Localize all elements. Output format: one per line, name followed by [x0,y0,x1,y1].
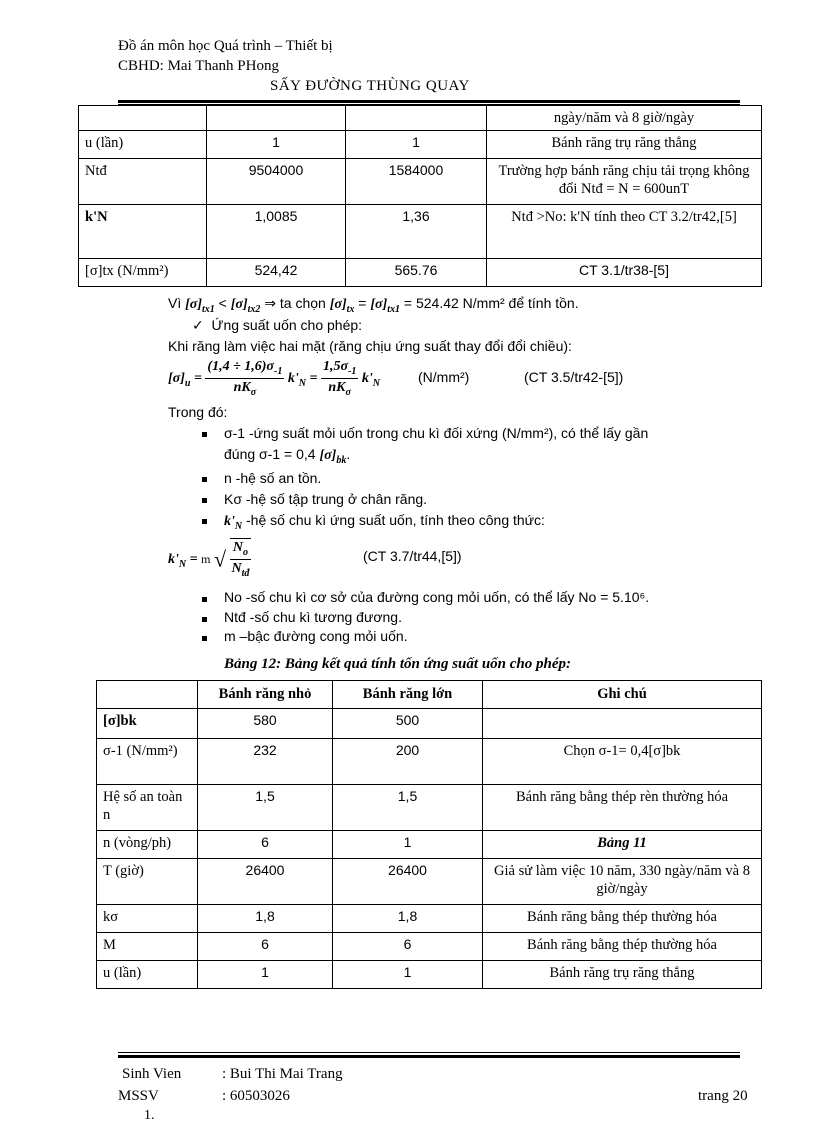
table-header: Bánh răng nhỏ [198,681,333,709]
footer-page-number: trang 20 [698,1088,748,1104]
table-cell: 1 [333,961,483,989]
table-cell [79,106,207,131]
table-1 [78,105,762,287]
table-header: Ghi chú [483,681,762,709]
table-row [97,933,762,961]
bullet-4-text: -hệ số chu kì ứng suất uốn, tính theo công thức: [246,512,545,528]
table-cell: k'N [79,205,207,259]
bullet-icon [202,636,207,641]
table-row [97,905,762,933]
table-row [79,159,762,205]
table-cell: Ntđ [79,159,207,205]
table-cell: Bánh răng trụ răng thẳng [487,131,762,159]
table-cell: 232 [198,739,333,785]
vi-mid: ⇒ ta chọn [264,295,326,311]
table-cell: [σ]tx (N/mm²) [79,259,207,287]
table-cell: Giả sử làm việc 10 năm, 330 ngày/năm và 8 giờ/ngày [483,859,762,905]
formula-1-unit: (N/mm²) [418,369,470,385]
footer-rule [118,1055,740,1058]
formula-2-ref: (CT 3.7/tr44,[5]) [363,548,462,564]
bullet-1: σ-1 -ứng suất mỏi uốn trong chu kì đối xứng (N/mm²), có thể lấy gần [224,425,649,441]
table-cell: 1,36 [346,205,487,259]
table-cell: 1 [333,831,483,859]
table-cell: n (vòng/ph) [97,831,198,859]
table-cell: 524,42 [207,259,346,287]
trong-do: Trong đó: [168,404,228,420]
table-cell: Bánh răng trụ răng thẳng [483,961,762,989]
table-cell: 6 [333,933,483,961]
check-icon: ✓ [192,317,204,333]
vi-post: = 524.42 N/mm² để tính tồn. [403,295,579,311]
table-row [97,709,762,739]
table-cell: T (giờ) [97,859,198,905]
table-cell: M [97,933,198,961]
table-header [97,681,198,709]
table-row [97,739,762,785]
table-cell: [σ]bk [97,709,198,739]
bullet-icon [202,519,207,524]
table-cell [207,106,346,131]
bullet-icon [202,477,207,482]
bullet-4: $k'_N$ -hệ số chu kì ứng suất uốn, tính theo công thức: [224,512,545,532]
table-header-row [97,681,762,709]
table-cell: 1,5 [333,785,483,831]
bullet-7: m –bậc đường cong mỏi uốn. [224,628,408,644]
table-cell: 1,8 [198,905,333,933]
header-title: SẤY ĐƯỜNG THÙNG QUAY [270,78,470,94]
bullet-5: No -số chu kì cơ sở của đường cong mỏi uốn, có thể lấy No = 5.10⁶. [224,589,650,605]
bullet-icon [202,498,207,503]
formula-1-ref: (CT 3.5/tr42-[5]) [524,369,624,385]
bullet-icon [202,432,207,437]
check-item-label: Ứng suất uốn cho phép: [211,317,363,333]
table-2-caption: Bảng 12: Bảng kết quả tính tốn ứng suất uốn cho phép: [224,656,571,672]
table-cell: 1,0085 [207,205,346,259]
table-row [97,831,762,859]
khi-rang-text: Khi răng làm việc hai mặt (răng chịu ứng suất thay đổi đổi chiều): [168,338,572,354]
footer-student-name: : Bui Thi Mai Trang [222,1066,343,1082]
table-cell: 1 [198,961,333,989]
table-header: Bánh răng lớn [333,681,483,709]
table-row [97,961,762,989]
table-cell: 1584000 [346,159,487,205]
header-advisor: CBHD: Mai Thanh PHong [118,58,279,74]
table-cell [483,709,762,739]
table-row [97,785,762,831]
table-cell: 1,8 [333,905,483,933]
table-cell: u (lần) [97,961,198,989]
table-cell: 500 [333,709,483,739]
table-cell: Trường hợp bánh răng chịu tải trọng không đổi Ntđ = N = 600unT [487,159,762,205]
table-cell: Chọn σ-1= 0,4[σ]bk [483,739,762,785]
table-cell: 580 [198,709,333,739]
bullet-icon [202,617,207,622]
table-cell: 565.76 [346,259,487,287]
table-cell: Ntđ >No: k'N tính theo CT 3.2/tr42,[5] [487,205,762,259]
bullet-6: Ntđ -số chu kì tương đương. [224,609,402,625]
table-row [79,106,762,131]
header-course: Đồ án môn học Quá trình – Thiết bị [118,38,333,54]
bullet-1b: đúng σ-1 = 0,4 $[\sigma]_{bk}$. [224,446,351,466]
table-cell: CT 3.1/tr38-[5] [487,259,762,287]
table-row [79,259,762,287]
footer-mssv-label: MSSV [118,1088,159,1104]
check-item [192,317,362,335]
footer-list-number: 1. [144,1108,155,1123]
table-cell: Hệ số an toàn n [97,785,198,831]
table-cell: ngày/năm và 8 giờ/ngày [487,106,762,131]
table-cell: Bánh răng bằng thép thường hóa [483,933,762,961]
table-cell: σ-1 (N/mm²) [97,739,198,785]
table-cell: 1,5 [198,785,333,831]
table-2 [96,680,762,989]
table-cell: 1 [207,131,346,159]
header-rule [118,100,740,103]
table-cell: u (lần) [79,131,207,159]
table-cell: Bánh răng bằng thép thường hóa [483,905,762,933]
table-cell: Bảng 11 [483,831,762,859]
bullet-icon [202,597,207,602]
footer-student-label: Sinh Vien [122,1066,182,1082]
table-cell: 26400 [333,859,483,905]
table-row [79,205,762,259]
formula-2: $k'_N = m$ √ $\frac{N_o}{N_{tđ}}$ [168,540,250,580]
table-cell: 6 [198,831,333,859]
vi-paragraph: Vì $[\sigma]_{tx1} < [\sigma]_{tx2}$ ⇒ ta chọn $[\sigma]_{tx} = [\sigma]_{tx1} = 524.42$ N/mm² để tính tồn. [168,295,579,315]
bullet-1b-text: đúng σ-1 = 0,4 [224,446,316,462]
table-cell: 26400 [198,859,333,905]
table-cell [346,106,487,131]
table-row [97,859,762,905]
footer-rule-thin [118,1052,740,1053]
footer-mssv-value: : 60503026 [222,1088,290,1104]
bullet-2: n -hệ số an tồn. [224,470,322,486]
bullet-3: Kσ -hệ số tập trung ở chân răng. [224,491,428,507]
table-cell: 200 [333,739,483,785]
table-cell: kσ [97,905,198,933]
table-cell: Bánh răng bằng thép rèn thường hóa [483,785,762,831]
vi-pre: Vì [168,295,182,311]
formula-1: $[\sigma]_u$ = $\frac{(1,4 \div 1,6)\sigma_{-1}}{nK_\sigma}$ $k'_N$ = $\frac{1,5\sigma_{-1}}{nK_\sigma}$ $k'_N$ [168,359,380,399]
table-cell: 9504000 [207,159,346,205]
table-cell: 6 [198,933,333,961]
table-cell: 1 [346,131,487,159]
table-row [79,131,762,159]
